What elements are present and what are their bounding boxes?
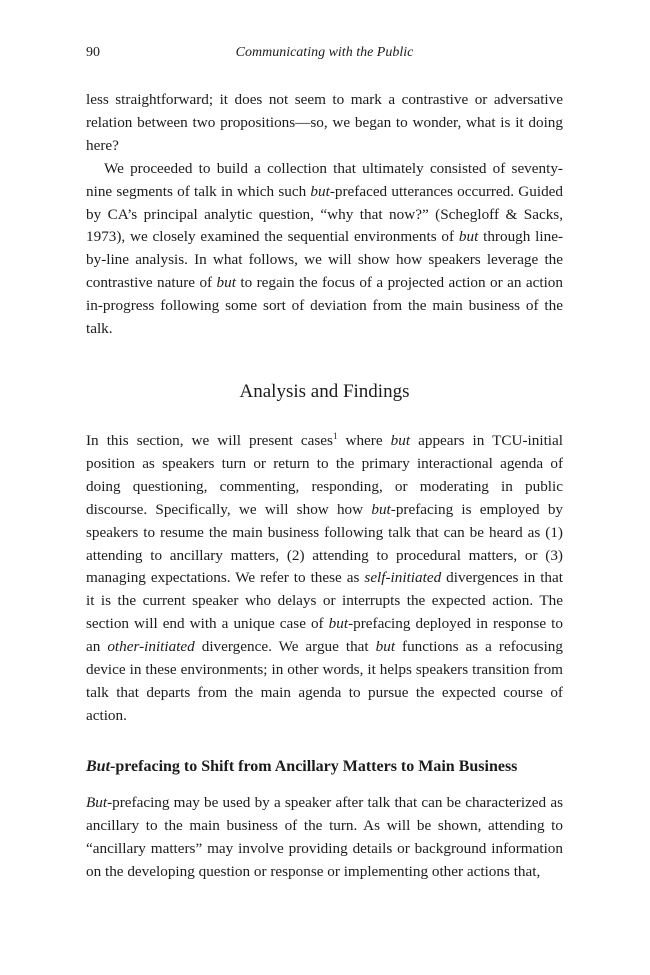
emphasis: but xyxy=(328,615,349,633)
paragraph-continued xyxy=(86,89,563,341)
running-head xyxy=(86,45,563,65)
paragraph-4: But-prefacing may be used by a speaker after talk that can be characterized as ancillary to the main business of the turn. As will be shown, attending to “ancillary matters” may involve providing details or background information on the developing question or response or implementing other actions that, xyxy=(86,794,563,880)
emphasis: But xyxy=(86,794,108,811)
emphasis: but xyxy=(310,182,330,200)
emphasis: but xyxy=(216,274,236,292)
emphasis: self-initiated xyxy=(364,569,442,587)
section-heading: Analysis and Findings xyxy=(239,381,410,402)
emphasis: but xyxy=(458,228,479,246)
emphasis: but xyxy=(375,638,396,656)
emphasis: other-initiated xyxy=(107,638,195,656)
paragraph-2: We proceeded to build a collection that ultimately consisted of seventy-nine segments of talk in which such but-prefaced utterances occurred. Guided by CA’s principal analytic question, “why that now?” (Schegloff & Sacks, 1973), we closely examined the sequential environments of but through line-by-line analysis. In what follows, we will show how speakers leverage the contrastive nature of but to regain the focus of a projected action or an action in-progress following some sort of deviation from the main business of the talk. xyxy=(86,159,563,338)
emphasis: but xyxy=(390,432,411,449)
page-number: 90 xyxy=(86,45,100,60)
emphasis: but xyxy=(371,500,391,518)
running-title: Communicating with the Public xyxy=(235,45,414,60)
footnote-marker[interactable]: 1 xyxy=(332,431,338,441)
section-body xyxy=(86,430,563,728)
paragraph-1: less straightforward; it does not seem to mark a contrastive or adversative relation between two propositions—so, we began to wonder, what is it doing here? xyxy=(86,91,563,154)
subsection-body xyxy=(86,792,563,884)
paragraph-3: In this section, we will present cases$^1$ where but appears in TCU-initial position as speakers turn or return to the primary interactional agenda of doing questioning, commenting, responding, or moderating in public discourse. Specifically, we will show how but-prefacing is employed by speakers to resume the main business following talk that can be heard as (1) attending to ancillary matters, (2) attending to procedural matters, or (3) managing expectations. We refer to these as self-initiated divergences in that it is the current speaker who delays or interrupts the expected action. The section will end with a unique case of but-prefacing deployed in response to an other-initiated divergence. We argue that but functions as a refocusing device in these environments; in other words, it helps speakers transition from talk that departs from the main agenda to pursue the expected course of action. xyxy=(86,431,564,724)
emphasis: But xyxy=(86,758,111,775)
subsection-heading: But-prefacing to Shift from Ancillary Matters to Main Business xyxy=(86,758,518,775)
